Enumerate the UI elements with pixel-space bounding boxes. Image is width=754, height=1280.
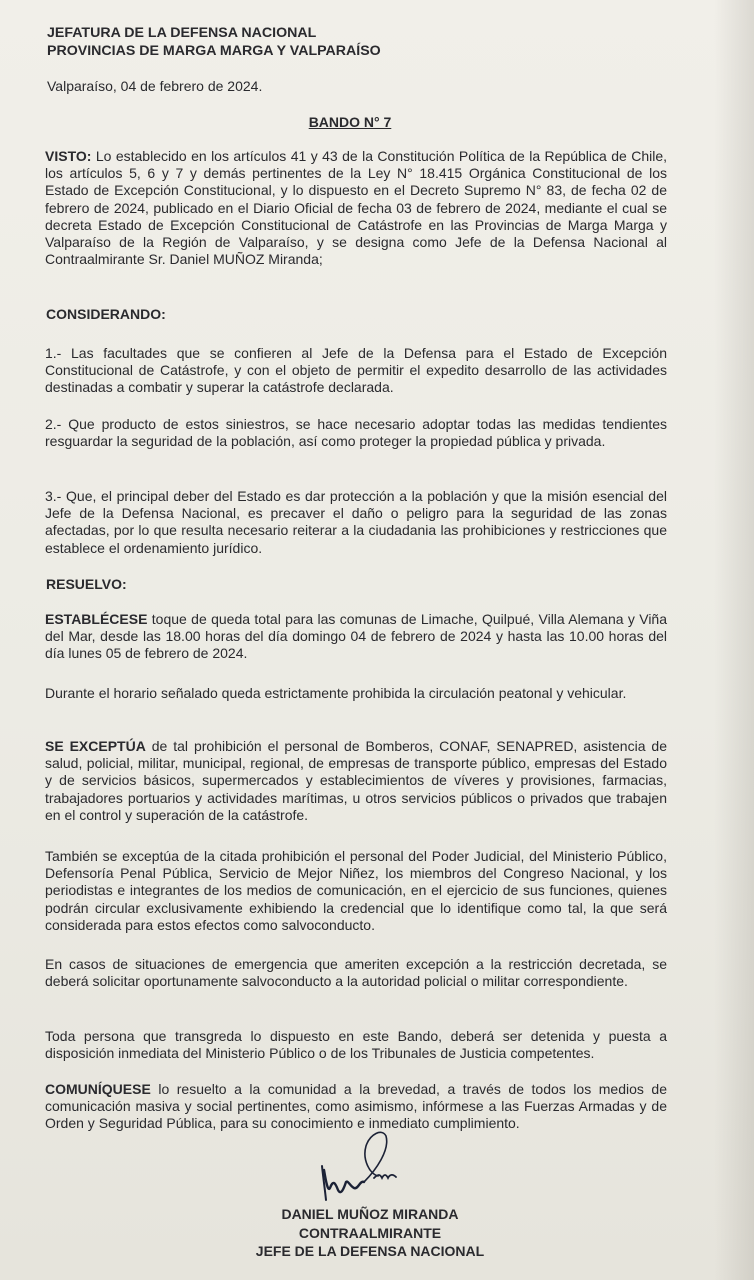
resuelvo-heading: RESUELVO: (46, 576, 127, 592)
tambien-paragraph: También se exceptúa de la citada prohibición el personal del Poder Judicial, del Ministerio Público, Defensoría Penal Pública, Servicio de Mejor Niñez, los miembros del Congreso Nacional, y los periodistas e integrantes de los medios de comunicación, en el ejercicio de sus funciones, quienes podrán circular exclusivamente exhibiendo la credencial que lo identifique como tal, la que será considerada para estos efectos como salvoconducto. (45, 848, 667, 933)
considerando-heading: CONSIDERANDO: (46, 306, 166, 322)
header-line-1: JEFATURA DE LA DEFENSA NACIONAL (47, 25, 317, 41)
considerando-item-1: 1.- Las facultades que se confieren al Jefe de la Defensa para el Estado de Excepción Constitucional de Catástrofe, y con el objeto de permitir el expedito desarrollo de las actividades destinadas a combatir y superar la catástrofe declarada. (45, 345, 667, 396)
exceptua-lead: SE EXCEPTÚA (45, 738, 146, 754)
handwritten-signature (316, 1130, 426, 1210)
signature-block (200, 1205, 540, 1261)
transgreda-paragraph: Toda persona que transgreda lo dispuesto en este Bando, deberá ser detenida y puesta a disposición inmediata del Ministerio Público o de los Tribunales de Justicia competentes. (45, 1028, 667, 1062)
signer-name: DANIEL MUÑOZ MIRANDA (281, 1206, 459, 1222)
document-title: BANDO N° 7 (308, 114, 392, 130)
signature-stroke-1 (324, 1170, 364, 1192)
considerando-item-3: 3.- Que, el principal deber del Estado es dar protección a la población y que la misión esencial del Jefe de la Defensa Nacional, es precaver el daño o peligro para la seguridad de las zonas afectadas, por lo que resulta necesario reiterar a la ciudadania las prohibiciones y restricciones que establece el ordenamiento jurídico. (45, 488, 667, 556)
establecese-paragraph (45, 611, 667, 663)
horario-paragraph: Durante el horario señalado queda estrictamente prohibida la circulación peatonal y vehicular. (45, 685, 627, 701)
visto-text: Lo establecido en los artículos 41 y 43 de la Constitución Política de la República de Chile, los artículos 5, 6 y 7 y demás pertinentes de la Ley N° 18.415 Orgánica Constitucional de los Estado de Excepción Constitucional, y lo dispuesto en el Decreto Supremo N° 83, de fecha 02 de febrero de 2024, publicado en el Diario Oficial de fecha 03 de febrero de 2024, mediante el cual se decreta Estado de Excepción Constitucional de Catástrofe en las Provincias de Marga Marga y Valparaíso de la Región de Valparaíso, y se designa como Jefe de la Defensa Nacional al Contraalmirante Sr. Daniel MUÑOZ Miranda; (45, 148, 667, 268)
visto-paragraph (45, 148, 667, 268)
document-header (47, 24, 381, 60)
considerando-item-2: 2.- Que producto de estos siniestros, se hace necesario adoptar todas las medidas tendientes resguardar la seguridad de la población, así como proteger la propiedad pública y privada. (45, 416, 667, 450)
comuniquese-paragraph (45, 1081, 667, 1133)
signer-rank: CONTRAALMIRANTE (298, 1224, 442, 1241)
establecese-lead: ESTABLÉCESE (45, 611, 148, 627)
emergencia-paragraph: En casos de situaciones de emergencia que ameriten excepción a la restricción decretada, se deberá solicitar oportunamente salvoconducto a la autoridad policial o militar correspondiente. (45, 956, 667, 990)
exceptua-paragraph (45, 738, 667, 824)
signer-role: JEFE DE LA DEFENSA NACIONAL (255, 1243, 485, 1259)
document-date: Valparaíso, 04 de febrero de 2024. (47, 78, 263, 94)
paper-shadow (714, 0, 754, 1280)
visto-label: VISTO: (45, 148, 92, 164)
comuniquese-text: lo resuelto a la comunidad a la brevedad, a través de todos los medios de comunicación masiva y social pertinentes, como asimismo, infórmese a las Fuerzas Armadas y de Orden y Seguridad Pública, para su conocimiento e inmediato cumplimiento. (45, 1081, 667, 1132)
comuniquese-lead: COMUNÍQUESE (45, 1081, 151, 1097)
establecese-text: toque de queda total para las comunas de Limache, Quilpué, Villa Alemana y Viña del Mar, desde las 18.00 horas del día domingo 04 de febrero de 2024 y hasta las 10.00 horas del día lunes 05 de febrero de 2024. (45, 611, 667, 662)
signature-stroke-2 (364, 1132, 387, 1182)
header-line-2: PROVINCIAS DE MARGA MARGA Y VALPARAÍSO (47, 43, 381, 59)
exceptua-text: de tal prohibición el personal de Bomberos, CONAF, SENAPRED, asistencia de salud, policial, militar, municipal, regional, de empresas de transporte público, empresas del Estado y de servicios básicos, supermercados y establecimientos de víveres y provisiones, farmacias, trabajadores portuarios y actividades marítimas, u otros servicios públicos o privados que trabajen en el control y superación de la catástrofe. (45, 738, 667, 823)
